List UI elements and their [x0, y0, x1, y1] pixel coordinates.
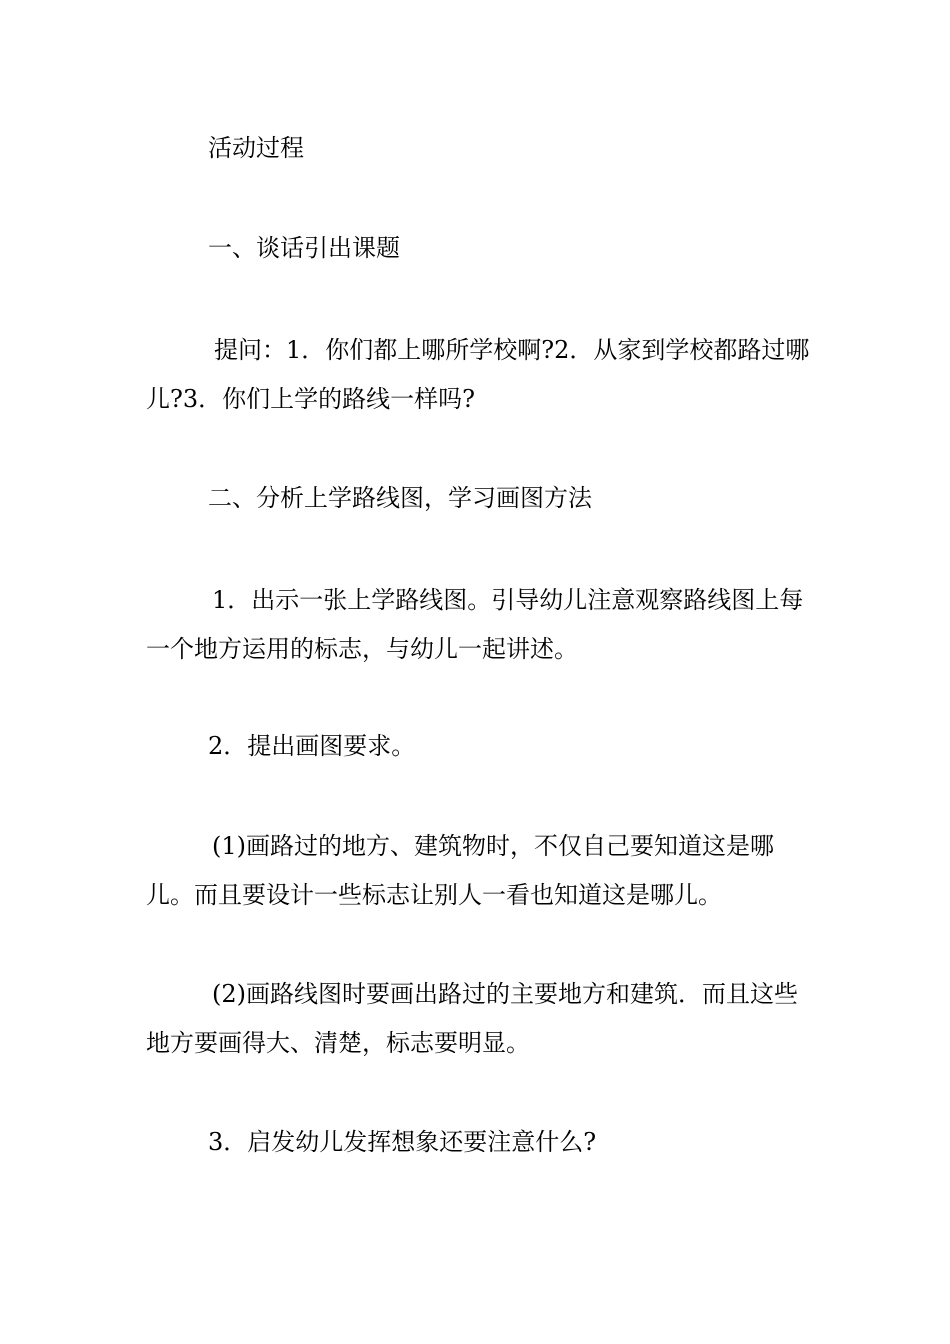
paragraph-show-route-map: 1．出示一张上学路线图。引导幼儿注意观察路线图上每一个地方运用的标志，与幼儿一起讲述。: [146, 586, 804, 663]
paragraph-requirement-1: (1)画路过的地方、建筑物时，不仅自己要知道这是哪儿。而且要设计一些标志让别人一看也知道这是哪儿。: [146, 832, 774, 909]
paragraph-imagination: 3．启发幼儿发挥想象还要注意什么?: [208, 1128, 597, 1156]
section-heading-introduce-topic: 一、谈话引出课题: [208, 234, 400, 262]
section-heading-activity-process: 活动过程: [208, 134, 304, 162]
paragraph-drawing-requirements: 2．提出画图要求。: [208, 732, 416, 760]
section-heading-analyze-route-map: 二、分析上学路线图，学习画图方法: [208, 484, 592, 512]
paragraph-questions: 提问：1．你们都上哪所学校啊?2．从家到学校都路过哪儿?3．你们上学的路线一样吗?: [146, 336, 810, 413]
paragraph-requirement-2: (2)画路线图时要画出路过的主要地方和建筑．而且这些地方要画得大、清楚，标志要明显。: [146, 980, 798, 1057]
